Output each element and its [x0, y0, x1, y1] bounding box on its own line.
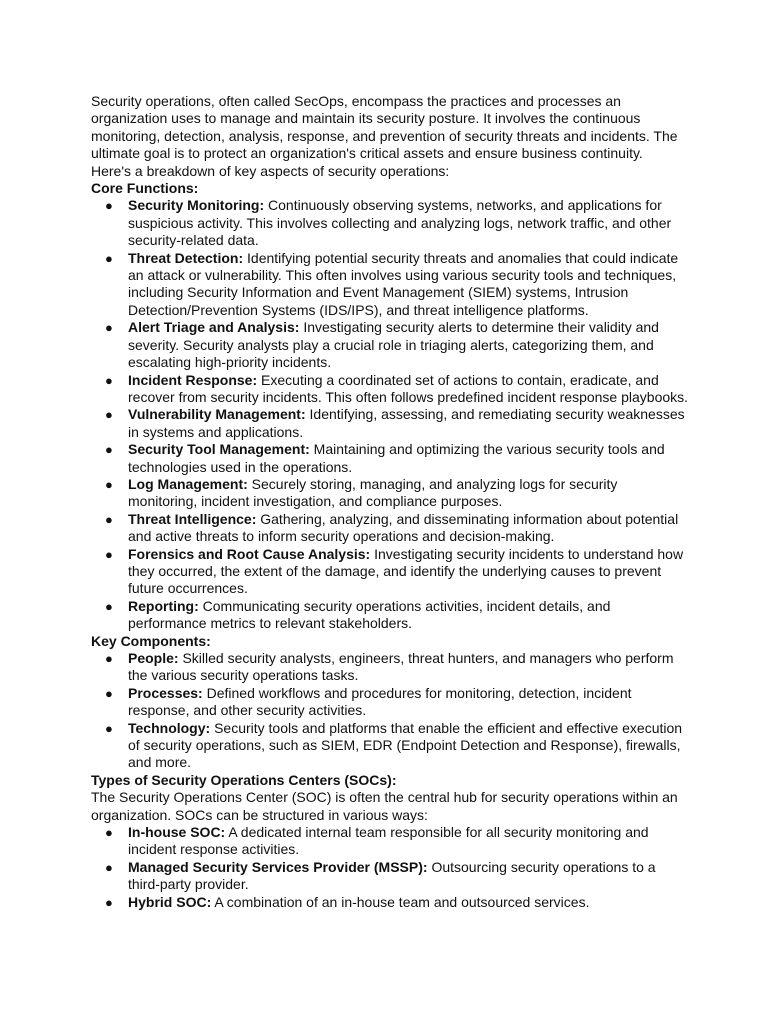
item-term: Vulnerability Management: — [128, 406, 306, 423]
item-text: Securely storing, managing, and analyzing logs for security monitoring, incident investigation, and compliance purposes. — [128, 475, 618, 510]
bullet-icon: ● — [105, 198, 113, 214]
bullet-icon: ● — [105, 598, 113, 614]
bullet-icon: ● — [105, 250, 113, 266]
list-item — [91, 511, 689, 546]
list-item — [91, 685, 689, 720]
item-text: Identifying, assessing, and remediating security weaknesses in systems and applications. — [128, 406, 685, 440]
list-item — [91, 250, 689, 320]
bullet-icon: ● — [105, 442, 113, 458]
item-text: Outsourcing security operations to a third-party provider. — [128, 858, 656, 893]
bullet-icon: ● — [105, 407, 113, 423]
core-functions-list — [91, 197, 689, 632]
bullet-icon: ● — [105, 894, 113, 910]
bullet-icon: ● — [105, 720, 113, 736]
item-term: Security Monitoring: — [128, 197, 265, 214]
item-term: In-house SOC: — [128, 824, 226, 841]
item-term: Threat Intelligence: — [128, 510, 257, 527]
item-term: Threat Detection: — [128, 249, 244, 266]
item-term: Log Management: — [128, 475, 248, 492]
list-item — [91, 406, 689, 441]
bullet-icon: ● — [105, 476, 113, 492]
item-text: A dedicated internal team responsible for all security monitoring and incident response activities. — [128, 824, 649, 858]
item-text: Investigating security alerts to determine their validity and severity. Security analysts play a crucial role in triaging alerts, categorizing them, and escalating high-priority incidents. — [128, 319, 659, 371]
item-text: Continuously observing systems, networks, and applications for suspicious activity. This involves collecting and analyzing logs, network traffic, and other security-related data. — [128, 197, 672, 249]
item-text: A combination of an in-house team and outsourced services. — [211, 893, 590, 910]
bullet-icon: ● — [105, 546, 113, 562]
intro-paragraph: Security operations, often called SecOps, encompass the practices and processes an organization uses to manage and maintain its security posture. It involves the continuous monitoring, detection, analysis, response, and prevention of security threats and incidents. The ultimate goal is to protect an organization's critical assets and ensure business continuity. — [91, 93, 678, 162]
item-text: Investigating security incidents to understand how they occurred, the extent of the damage, and identify the underlying causes to prevent future occurrences. — [128, 545, 684, 597]
item-term: Technology: — [128, 719, 211, 736]
item-term: Alert Triage and Analysis: — [128, 319, 300, 336]
item-text: Executing a coordinated set of actions to contain, eradicate, and recover from security incidents. This often follows predefined incident response playbooks. — [128, 371, 689, 405]
item-text: Defined workflows and procedures for monitoring, detection, incident response, and other security activities. — [128, 684, 632, 719]
document-body — [91, 93, 689, 911]
item-text: Gathering, analyzing, and disseminating information about potential and active threats to inform security operations and decision-making. — [128, 510, 679, 545]
item-term: Security Tool Management: — [128, 441, 310, 458]
item-term: Managed Security Services Provider (MSSP): — [128, 858, 428, 875]
item-text: Communicating security operations activities, incident details, and performance metrics to relevant stakeholders. — [128, 597, 611, 632]
bullet-icon: ● — [105, 651, 113, 666]
item-term: Forensics and Root Cause Analysis: — [128, 545, 371, 562]
list-item — [91, 650, 689, 685]
item-text: Identifying potential security threats and anomalies that could indicate an attack or vulnerability. This often involves using various security tools and techniques, including Security Information and Event Management (SIEM) systems, Intrusion Detection/Prevention Systems (IDS/IPS), and threat intelligence platforms. — [128, 249, 679, 318]
bullet-icon: ● — [105, 825, 113, 841]
list-item — [91, 546, 689, 598]
list-item — [91, 476, 689, 511]
list-item — [91, 598, 689, 633]
soc-intro-paragraph: The Security Operations Center (SOC) is often the central hub for security operations within an organization. SOCs can be structured in various ways: — [91, 789, 678, 823]
item-text: Security tools and platforms that enable the efficient and effective execution of security operations, such as SIEM, EDR (Endpoint Detection and Response), firewalls, and more. — [128, 719, 683, 771]
list-item — [91, 372, 689, 407]
item-term: Processes: — [128, 684, 203, 701]
bullet-icon: ● — [105, 320, 113, 336]
bullet-icon: ● — [105, 511, 113, 527]
soc-types-heading: Types of Security Operations Centers (SOCs): — [91, 771, 397, 788]
list-item — [91, 894, 689, 911]
bullet-icon: ● — [105, 685, 113, 701]
bullet-icon: ● — [105, 372, 113, 388]
bullet-icon: ● — [105, 859, 113, 875]
key-components-list — [91, 650, 689, 772]
soc-types-list — [91, 824, 689, 911]
item-term: Incident Response: — [128, 371, 258, 388]
list-item — [91, 319, 689, 371]
list-item — [91, 824, 689, 859]
item-term: Hybrid SOC: — [128, 893, 212, 910]
item-text: Skilled security analysts, engineers, threat hunters, and managers who perform the various security operations tasks. — [128, 650, 674, 684]
list-item — [91, 859, 689, 894]
item-term: Reporting: — [128, 597, 199, 614]
intro-paragraph-2: Here's a breakdown of key aspects of security operations: — [91, 162, 450, 179]
list-item — [91, 441, 689, 476]
item-text: Maintaining and optimizing the various security tools and technologies used in the operations. — [128, 441, 665, 475]
list-item — [91, 720, 689, 772]
list-item — [91, 197, 689, 249]
item-term: People: — [128, 650, 179, 666]
core-functions-heading: Core Functions: — [91, 180, 199, 197]
key-components-heading: Key Components: — [91, 632, 211, 649]
